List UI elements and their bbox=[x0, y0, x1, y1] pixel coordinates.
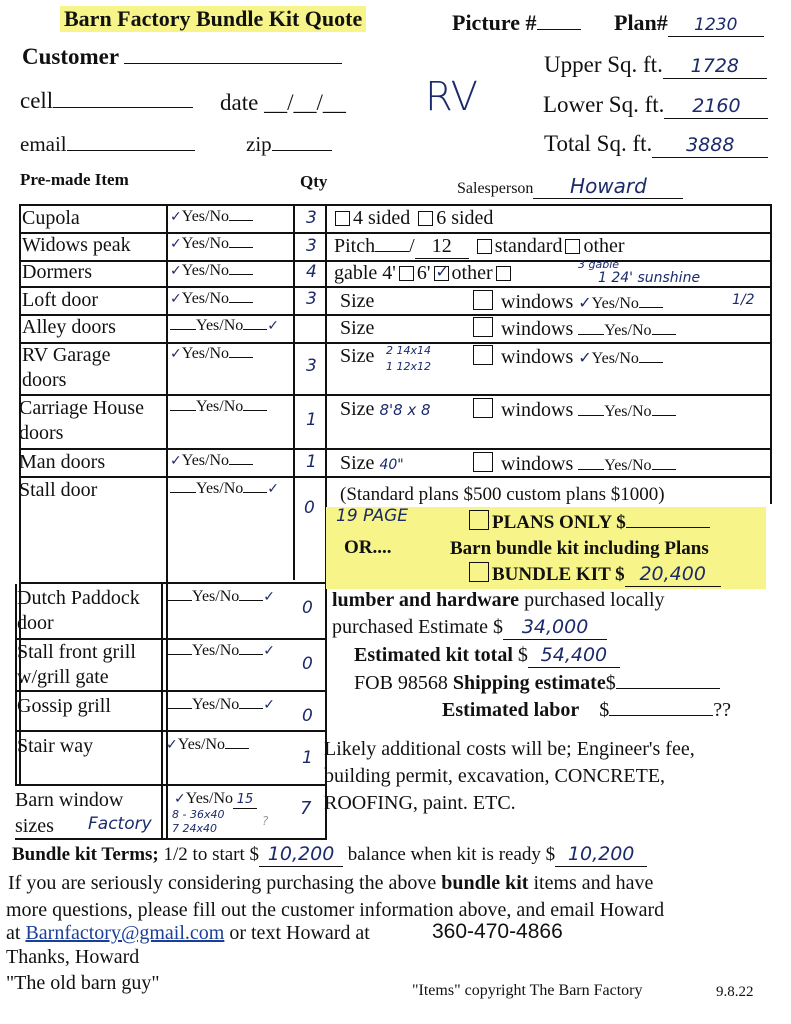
item-label: Gossip grill bbox=[17, 695, 111, 717]
item-yesno[interactable]: ✓Yes/No bbox=[166, 736, 249, 754]
likely-line-2: building permit, excavation, CONCRETE, bbox=[324, 765, 666, 787]
checkbox[interactable] bbox=[477, 239, 492, 254]
signature-line: "The old barn guy" bbox=[6, 972, 160, 994]
alley-windows: windows Yes/No bbox=[470, 317, 676, 341]
shipping-line: FOB 98568 Shipping estimate$ bbox=[354, 672, 720, 695]
item-label-2: sizes bbox=[15, 815, 54, 837]
window-note: Factory bbox=[88, 814, 152, 834]
salesperson-label: Salesperson Howard bbox=[457, 174, 683, 199]
item-qty: 3 bbox=[306, 289, 317, 309]
item-yesno[interactable]: Yes/No ✓ bbox=[166, 696, 275, 714]
window-question: ? bbox=[262, 814, 269, 828]
checkbox[interactable] bbox=[469, 562, 489, 582]
rv-windows: windows ✓Yes/No bbox=[470, 345, 663, 369]
labor-line: Estimated labor $ ?? bbox=[442, 699, 731, 721]
checkbox[interactable] bbox=[335, 211, 350, 226]
gable-note: 3 gable bbox=[578, 258, 620, 271]
upper-sqft: Upper Sq. ft. 1728 bbox=[544, 52, 767, 79]
plan-value: 1230 bbox=[694, 15, 738, 35]
item-label: Man doors bbox=[19, 451, 106, 473]
checkbox[interactable] bbox=[418, 211, 433, 226]
item-label: Stair way bbox=[17, 735, 94, 757]
estimate-value: 34,000 bbox=[521, 616, 589, 638]
item-qty: 4 bbox=[306, 262, 317, 282]
item-yesno[interactable]: Yes/No ✓ bbox=[170, 480, 279, 498]
item-label: Dormers bbox=[22, 261, 92, 283]
lower-sqft: Lower Sq. ft. 2160 bbox=[543, 92, 768, 119]
item-label: RV Garage bbox=[22, 344, 111, 366]
item-label: Stall front grill bbox=[17, 641, 136, 663]
item-qty: 3 bbox=[306, 208, 317, 228]
item-qty: 0 bbox=[302, 598, 313, 618]
checkbox[interactable] bbox=[473, 345, 493, 365]
zip-label: zip bbox=[246, 132, 332, 157]
item-yesno[interactable]: ✓Yes/No bbox=[170, 290, 253, 308]
form-title: Barn Factory Bundle Kit Quote bbox=[60, 6, 366, 32]
plans-only: PLANS ONLY $ bbox=[466, 510, 710, 534]
checkbox[interactable] bbox=[469, 510, 489, 530]
item-yesno[interactable]: ✓Yes/No bbox=[170, 262, 253, 280]
item-label: Stall door bbox=[19, 479, 98, 501]
item-label: Dutch Paddock bbox=[17, 587, 140, 609]
item-yesno[interactable]: ✓Yes/No bbox=[170, 208, 253, 226]
contact-line: at Barnfactory@gmail.com or text Howard at bbox=[6, 922, 370, 944]
item-label-2: doors bbox=[22, 369, 67, 391]
loft-size: Size bbox=[340, 290, 375, 312]
email-link[interactable]: Barnfactory@gmail.com bbox=[25, 922, 225, 944]
checkbox[interactable] bbox=[473, 290, 493, 310]
item-label: Carriage House bbox=[19, 397, 144, 419]
item-yesno[interactable]: ✓Yes/No bbox=[170, 452, 253, 470]
lumber-line: lumber and hardware purchased locally bbox=[332, 589, 665, 611]
loft-windows: windows ✓Yes/No bbox=[470, 290, 663, 314]
page-note: 19 PAGE bbox=[336, 506, 408, 526]
likely-line-3: ROOFING, paint. ETC. bbox=[324, 792, 516, 814]
item-qty: 3 bbox=[306, 356, 317, 376]
gable-options: gable 4' 6'✓ other bbox=[334, 262, 514, 285]
thanks-line: Thanks, Howard bbox=[6, 946, 140, 968]
item-qty: 3 bbox=[306, 236, 317, 256]
customer-label: Customer bbox=[22, 44, 342, 70]
checkbox[interactable] bbox=[473, 317, 493, 337]
checkbox[interactable] bbox=[399, 266, 414, 281]
rv-size2: 1 12x12 bbox=[386, 360, 431, 373]
rv-size1: 2 14x14 bbox=[386, 344, 431, 357]
copyright: "Items" copyright The Barn Factory bbox=[412, 982, 643, 999]
item-label: Widows peak bbox=[22, 234, 131, 256]
terms-value-1: 10,200 bbox=[267, 843, 335, 865]
item-label-2: door bbox=[17, 612, 54, 634]
item-label: Cupola bbox=[22, 207, 80, 229]
item-qty: 0 bbox=[302, 654, 313, 674]
item-label: Loft door bbox=[22, 289, 99, 311]
estimate-line: purchased Estimate $ 34,000 bbox=[332, 616, 607, 640]
item-yesno[interactable]: ✓Yes/No bbox=[170, 345, 253, 363]
alley-size: Size bbox=[340, 317, 375, 339]
checkbox[interactable] bbox=[434, 266, 449, 281]
rv-size: Size bbox=[340, 345, 375, 367]
item-qty: 0 bbox=[302, 706, 313, 726]
item-yesno[interactable]: Yes/No ✓ bbox=[166, 642, 275, 660]
item-yesno[interactable]: ✓Yes/No 15 bbox=[174, 790, 257, 809]
item-label: Alley doors bbox=[22, 316, 116, 338]
item-label-2: w/grill gate bbox=[17, 666, 109, 688]
version-date: 9.8.22 bbox=[716, 984, 754, 1000]
item-qty: 1 bbox=[306, 452, 317, 472]
bundle-value: 20,400 bbox=[639, 563, 706, 585]
paragraph-line-2: more questions, please fill out the customer information above, and email Howard bbox=[6, 899, 665, 921]
rv-note: RV bbox=[425, 74, 478, 120]
picture-label: Picture # bbox=[452, 10, 581, 36]
cell-label: cell bbox=[20, 88, 193, 114]
pitch-options: Pitch / 12 standard other bbox=[334, 235, 625, 257]
man-size: Size 40" bbox=[340, 452, 404, 474]
item-yesno[interactable]: ✓Yes/No bbox=[170, 235, 253, 253]
checkbox[interactable] bbox=[473, 452, 493, 472]
item-yesno[interactable]: Yes/No bbox=[170, 398, 267, 416]
paragraph-line-1: If you are seriously considering purchasing the above bundle kit items and have bbox=[8, 872, 654, 894]
carriage-size: Size 8'8 x 8 bbox=[340, 398, 431, 420]
item-qty: 7 bbox=[300, 798, 312, 819]
cupola-options: 4 sided 6 sided bbox=[332, 207, 493, 230]
item-qty: 0 bbox=[304, 498, 315, 518]
est-total-line: Estimated kit total $ 54,400 bbox=[354, 644, 620, 668]
carriage-windows: windows Yes/No bbox=[470, 398, 676, 422]
window-sizes-1: 8 - 36x40 bbox=[172, 808, 225, 821]
phone-number: 360-470-4866 bbox=[432, 920, 563, 943]
salesperson-value: Howard bbox=[570, 174, 647, 198]
terms-line: Bundle kit Terms; 1/2 to start $ 10,200 balance when kit is ready $ 10,200 bbox=[12, 843, 647, 867]
terms-value-2: 10,200 bbox=[567, 843, 635, 865]
checkbox[interactable] bbox=[496, 266, 511, 281]
item-qty: 1 bbox=[306, 410, 317, 430]
checkbox[interactable] bbox=[565, 239, 580, 254]
item-qty: 1 bbox=[302, 748, 313, 768]
likely-line-1: Likely additional costs will be; Engineer's fee, bbox=[324, 738, 695, 760]
date-label: date __/__/__ bbox=[220, 90, 346, 115]
total-sqft: Total Sq. ft. 3888 bbox=[544, 131, 768, 158]
item-label-2: doors bbox=[19, 422, 64, 444]
bundle-kit: BUNDLE KIT $ 20,400 bbox=[466, 562, 721, 587]
bundle-including: Barn bundle kit including Plans bbox=[450, 538, 709, 559]
qty-label: Qty bbox=[300, 172, 328, 191]
gable-note2: 1 24' sunshine bbox=[598, 270, 701, 286]
loft-half: 1/2 bbox=[732, 292, 755, 308]
est-total-value: 54,400 bbox=[540, 644, 608, 666]
window-sizes-2: 7 24x40 bbox=[172, 822, 217, 835]
plan-label: Plan# 1230 bbox=[614, 10, 764, 37]
email-label: email bbox=[20, 132, 195, 157]
premade-label: Pre-made Item bbox=[20, 170, 129, 189]
item-label: Barn window bbox=[15, 789, 124, 811]
checkbox[interactable] bbox=[473, 398, 493, 418]
plans-prices: (Standard plans $500 custom plans $1000) bbox=[340, 484, 665, 505]
man-windows: windows Yes/No bbox=[470, 452, 676, 476]
item-yesno[interactable]: Yes/No ✓ bbox=[166, 588, 275, 606]
item-yesno[interactable]: Yes/No ✓ bbox=[170, 317, 279, 335]
or-label: OR.... bbox=[344, 537, 392, 558]
